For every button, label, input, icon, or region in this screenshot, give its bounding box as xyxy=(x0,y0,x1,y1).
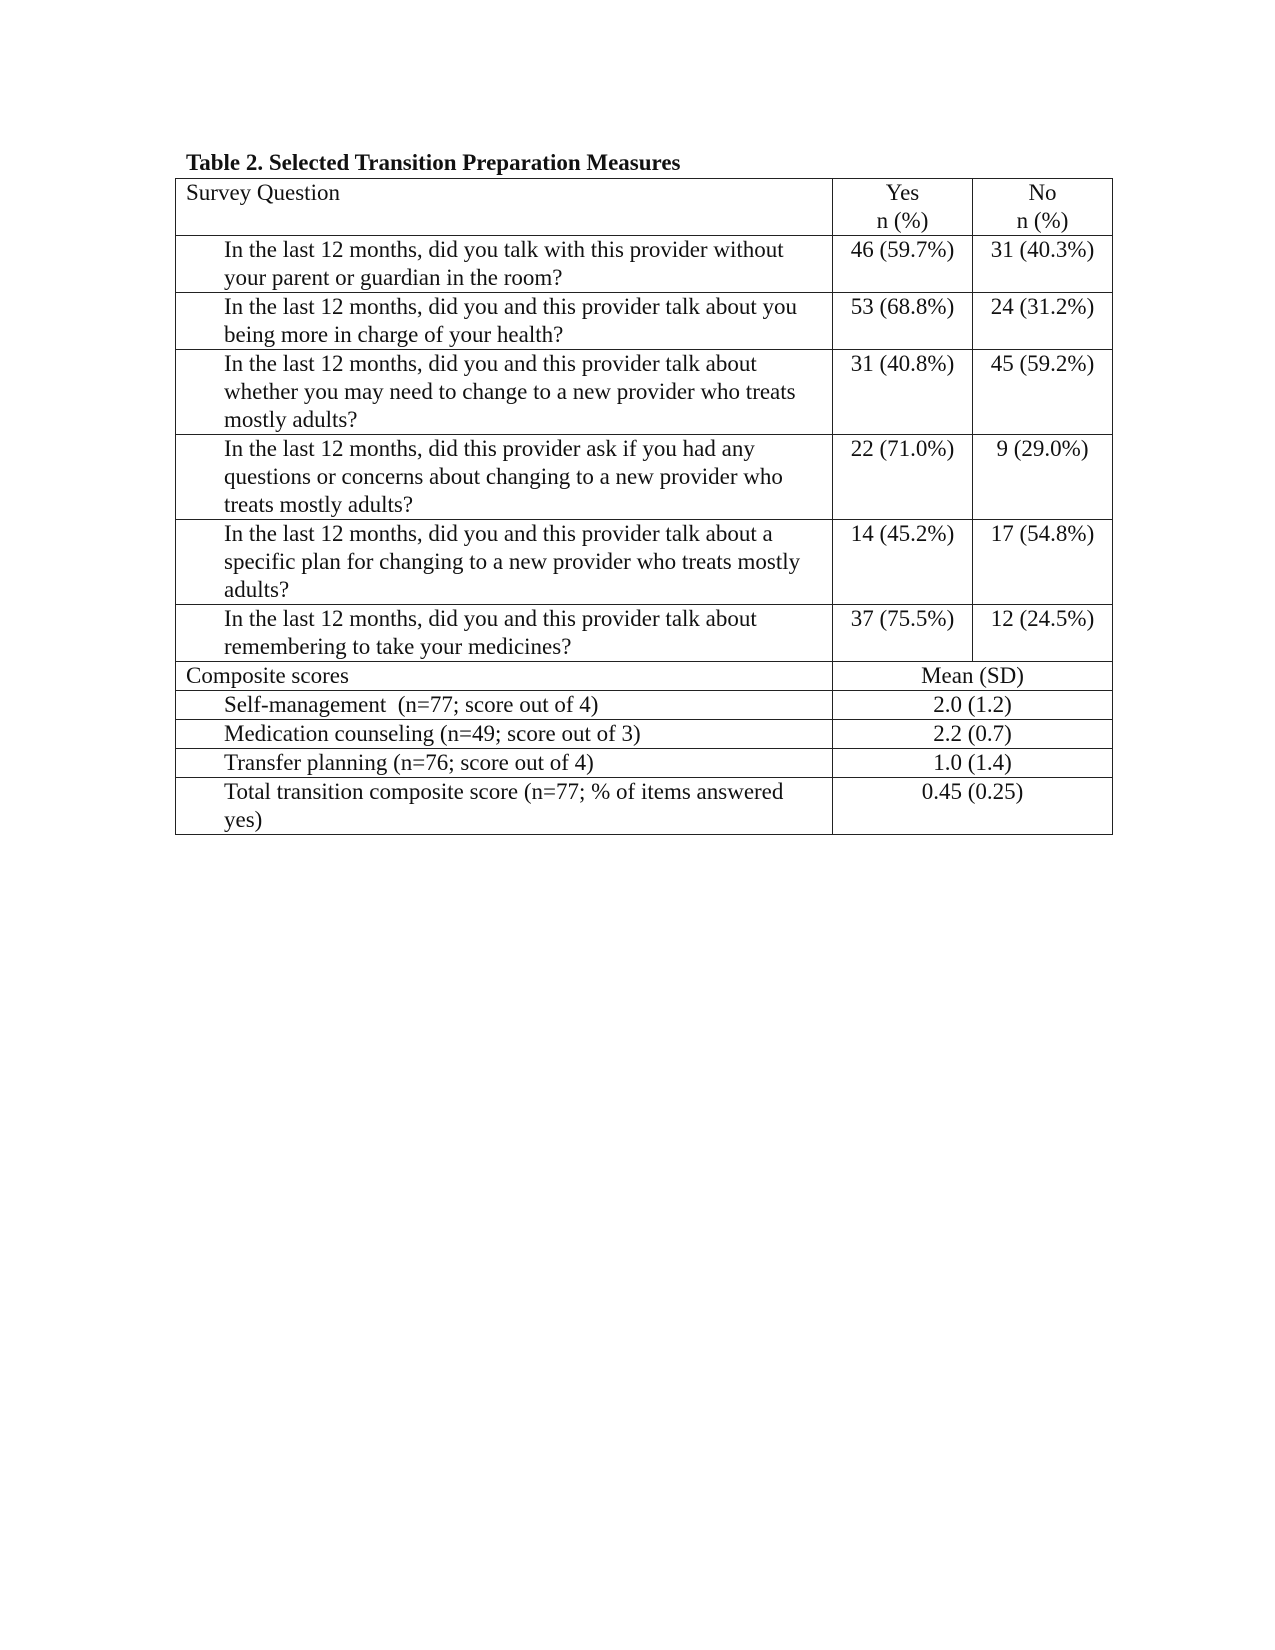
header-yes-label: Yes xyxy=(885,180,920,205)
table-row xyxy=(176,691,1113,720)
yes-value: 31 (40.8%) xyxy=(833,350,973,435)
composite-item-text: Self-management (n=77; score out of 4) xyxy=(176,691,833,720)
yes-value: 14 (45.2%) xyxy=(833,520,973,605)
question-text: In the last 12 months, did you and this provider talk about a specific plan for changing to a new provider who treats mostly adults? xyxy=(176,520,833,605)
table-row xyxy=(176,435,1113,520)
composite-item-text: Total transition composite score (n=77; % of items answered yes) xyxy=(176,778,833,835)
no-value: 17 (54.8%) xyxy=(973,520,1113,605)
composite-item-text: Transfer planning (n=76; score out of 4) xyxy=(176,749,833,778)
composite-value: 2.0 (1.2) xyxy=(833,691,1113,720)
table-row xyxy=(176,520,1113,605)
composite-value: 2.2 (0.7) xyxy=(833,720,1113,749)
no-value: 45 (59.2%) xyxy=(973,350,1113,435)
composite-scores-label: Composite scores xyxy=(176,662,833,691)
header-yes xyxy=(833,179,973,236)
table-row xyxy=(176,605,1113,662)
yes-value: 37 (75.5%) xyxy=(833,605,973,662)
composite-header-row xyxy=(176,662,1113,691)
question-text: In the last 12 months, did you and this provider talk about you being more in charge of your health? xyxy=(176,293,833,350)
table-header-row xyxy=(176,179,1113,236)
yes-value: 22 (71.0%) xyxy=(833,435,973,520)
table-row xyxy=(176,778,1113,835)
no-value: 31 (40.3%) xyxy=(973,236,1113,293)
yes-value: 53 (68.8%) xyxy=(833,293,973,350)
table-row xyxy=(176,720,1113,749)
composite-item-text: Medication counseling (n=49; score out of 3) xyxy=(176,720,833,749)
table-row xyxy=(176,749,1113,778)
yes-value: 46 (59.7%) xyxy=(833,236,973,293)
no-value: 12 (24.5%) xyxy=(973,605,1113,662)
composite-value: 1.0 (1.4) xyxy=(833,749,1113,778)
composite-value: 0.45 (0.25) xyxy=(833,778,1113,835)
table-row xyxy=(176,350,1113,435)
header-no xyxy=(973,179,1113,236)
table-row xyxy=(176,236,1113,293)
header-no-label: No xyxy=(1028,180,1057,205)
no-value: 24 (31.2%) xyxy=(973,293,1113,350)
no-value: 9 (29.0%) xyxy=(973,435,1113,520)
transition-measures-table xyxy=(175,178,1113,835)
mean-sd-label: Mean (SD) xyxy=(833,662,1113,691)
question-text: In the last 12 months, did you and this provider talk about whether you may need to change to a new provider who treats mostly adults? xyxy=(176,350,833,435)
question-text: In the last 12 months, did you and this provider talk about remembering to take your medicines? xyxy=(176,605,833,662)
header-yes-sub: n (%) xyxy=(876,208,929,233)
header-no-sub: n (%) xyxy=(1016,208,1069,233)
header-survey-question: Survey Question xyxy=(176,179,833,236)
table-caption: Table 2. Selected Transition Preparation Measures xyxy=(186,150,681,175)
question-text: In the last 12 months, did this provider ask if you had any questions or concerns about changing to a new provider who treats mostly adults? xyxy=(176,435,833,520)
table-row xyxy=(176,293,1113,350)
question-text: In the last 12 months, did you talk with this provider without your parent or guardian in the room? xyxy=(176,236,833,293)
